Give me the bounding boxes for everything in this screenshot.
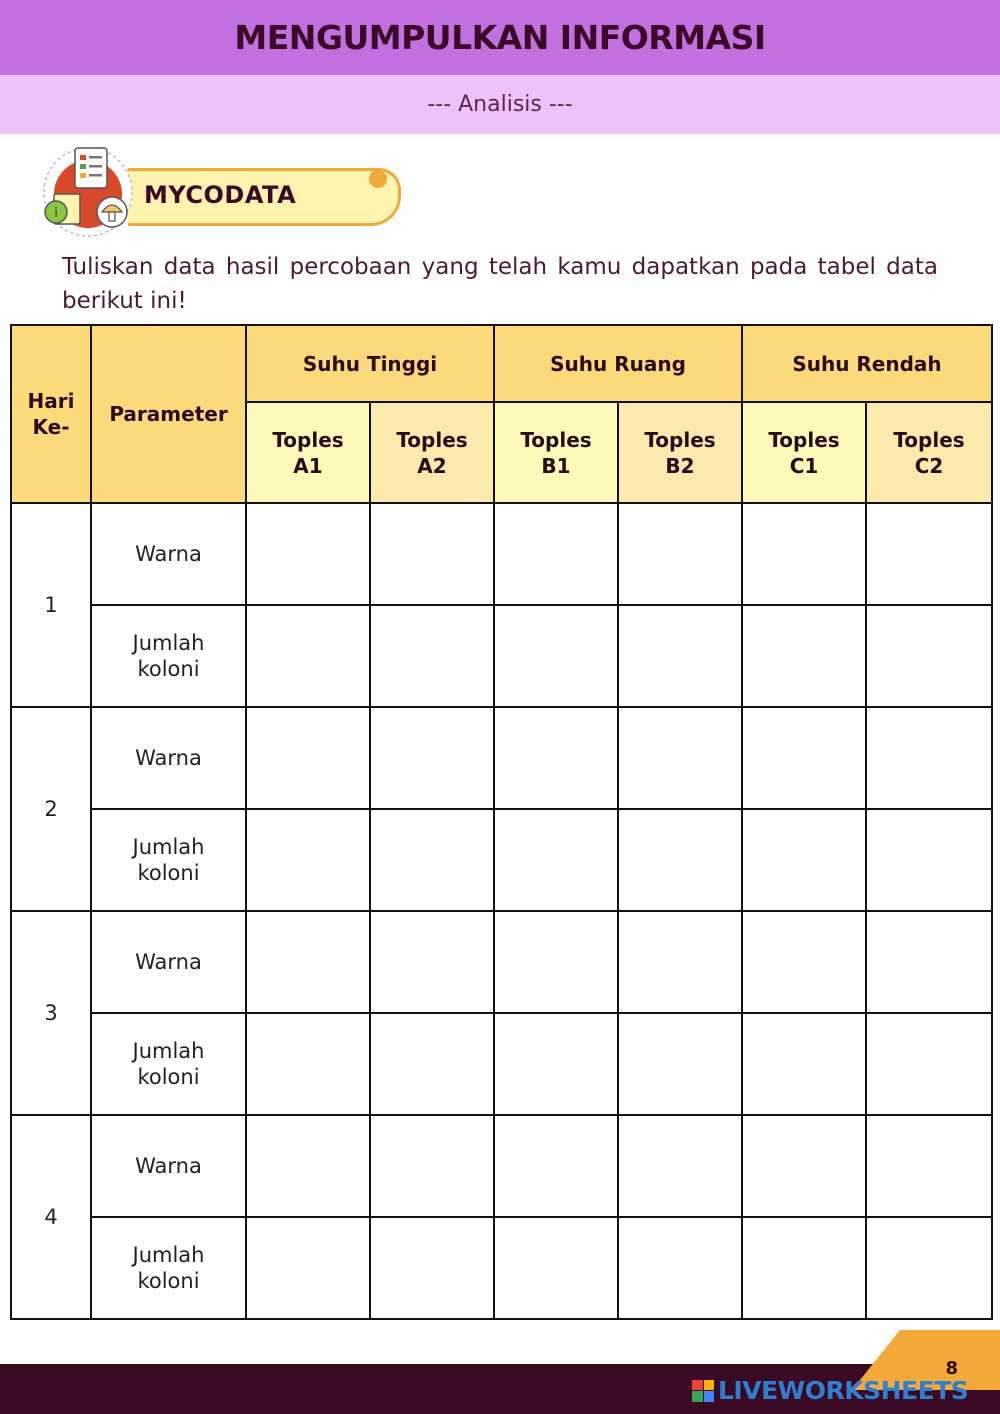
header-group-room: Suhu Ruang (494, 325, 742, 402)
liveworksheets-logo-icon (692, 1380, 714, 1402)
data-entry-cell[interactable] (866, 707, 992, 809)
data-entry-cell[interactable] (370, 809, 494, 911)
day-cell: 2 (11, 707, 91, 911)
page-subtitle: --- Analisis --- (427, 92, 573, 117)
header-jar: Toples C1 (742, 402, 866, 503)
data-entry-cell[interactable] (866, 1013, 992, 1115)
data-entry-cell[interactable] (246, 1115, 370, 1217)
parameter-cell: Jumlah koloni (91, 1217, 246, 1319)
data-entry-cell[interactable] (370, 1115, 494, 1217)
data-entry-cell[interactable] (866, 809, 992, 911)
data-entry-cell[interactable] (866, 1115, 992, 1217)
data-entry-cell[interactable] (742, 911, 866, 1013)
parameter-cell: Warna (91, 503, 246, 605)
data-entry-cell[interactable] (494, 1115, 618, 1217)
header-group-low: Suhu Rendah (742, 325, 992, 402)
subtitle-banner (0, 75, 1000, 134)
data-entry-cell[interactable] (246, 1013, 370, 1115)
data-entry-cell[interactable] (742, 707, 866, 809)
data-entry-cell[interactable] (618, 1013, 742, 1115)
data-entry-cell[interactable] (618, 503, 742, 605)
table-row (11, 809, 992, 911)
data-entry-cell[interactable] (494, 605, 618, 707)
data-entry-cell[interactable] (742, 503, 866, 605)
table-row (11, 1217, 992, 1319)
data-entry-cell[interactable] (866, 911, 992, 1013)
data-entry-cell[interactable] (494, 1217, 618, 1319)
data-entry-cell[interactable] (370, 1013, 494, 1115)
section-tag-dot (369, 170, 387, 188)
data-entry-cell[interactable] (370, 911, 494, 1013)
data-entry-cell[interactable] (866, 1217, 992, 1319)
header-day: Hari Ke- (11, 325, 91, 503)
data-table (10, 324, 993, 1320)
table-row (11, 1013, 992, 1115)
data-entry-cell[interactable] (618, 1217, 742, 1319)
svg-text:i: i (54, 206, 58, 221)
data-entry-cell[interactable] (370, 605, 494, 707)
data-entry-cell[interactable] (370, 1217, 494, 1319)
data-entry-cell[interactable] (370, 503, 494, 605)
parameter-cell: Jumlah koloni (91, 605, 246, 707)
data-entry-cell[interactable] (742, 1115, 866, 1217)
header-jar: Toples B1 (494, 402, 618, 503)
header-jar: Toples A1 (246, 402, 370, 503)
table-row (11, 503, 992, 605)
data-entry-cell[interactable] (618, 1115, 742, 1217)
data-entry-cell[interactable] (494, 707, 618, 809)
section-tag (40, 144, 410, 240)
data-entry-cell[interactable] (742, 809, 866, 911)
data-entry-cell[interactable] (494, 503, 618, 605)
parameter-cell: Warna (91, 911, 246, 1013)
data-entry-cell[interactable] (618, 809, 742, 911)
header-parameter: Parameter (91, 325, 246, 503)
title-banner (0, 0, 1000, 75)
data-entry-cell[interactable] (618, 911, 742, 1013)
data-entry-cell[interactable] (246, 1217, 370, 1319)
day-cell: 4 (11, 1115, 91, 1319)
data-entry-cell[interactable] (742, 605, 866, 707)
data-entry-cell[interactable] (494, 809, 618, 911)
parameter-cell: Jumlah koloni (91, 1013, 246, 1115)
table-row (11, 1115, 992, 1217)
data-entry-cell[interactable] (742, 1217, 866, 1319)
data-entry-cell[interactable] (246, 605, 370, 707)
watermark-text: LIVEWORKSHEETS (718, 1376, 969, 1405)
section-label: MYCODATA (144, 181, 297, 209)
data-entry-cell[interactable] (246, 707, 370, 809)
data-entry-cell[interactable] (742, 1013, 866, 1115)
data-entry-cell[interactable] (494, 1013, 618, 1115)
data-entry-cell[interactable] (494, 911, 618, 1013)
parameter-cell: Warna (91, 707, 246, 809)
data-entry-cell[interactable] (370, 707, 494, 809)
data-entry-cell[interactable] (618, 605, 742, 707)
table-row (11, 911, 992, 1013)
data-entry-cell[interactable] (618, 707, 742, 809)
data-entry-cell[interactable] (246, 911, 370, 1013)
parameter-cell: Warna (91, 1115, 246, 1217)
day-cell: 3 (11, 911, 91, 1115)
day-cell: 1 (11, 503, 91, 707)
data-entry-cell[interactable] (866, 503, 992, 605)
page-title: MENGUMPULKAN INFORMASI (234, 18, 766, 57)
table-row (11, 707, 992, 809)
page-number: 8 (945, 1358, 958, 1379)
data-entry-cell[interactable] (246, 503, 370, 605)
parameter-cell: Jumlah koloni (91, 809, 246, 911)
data-entry-cell[interactable] (246, 809, 370, 911)
instruction-text: Tuliskan data hasil percobaan yang telah kamu dapatkan pada tabel data berikut ini! (62, 254, 938, 314)
data-clipboard-mushroom-icon (40, 144, 136, 240)
header-group-high: Suhu Tinggi (246, 325, 494, 402)
header-jar: Toples A2 (370, 402, 494, 503)
header-jar: Toples B2 (618, 402, 742, 503)
watermark (692, 1376, 968, 1405)
table-row (11, 605, 992, 707)
data-entry-cell[interactable] (866, 605, 992, 707)
header-jar: Toples C2 (866, 402, 992, 503)
